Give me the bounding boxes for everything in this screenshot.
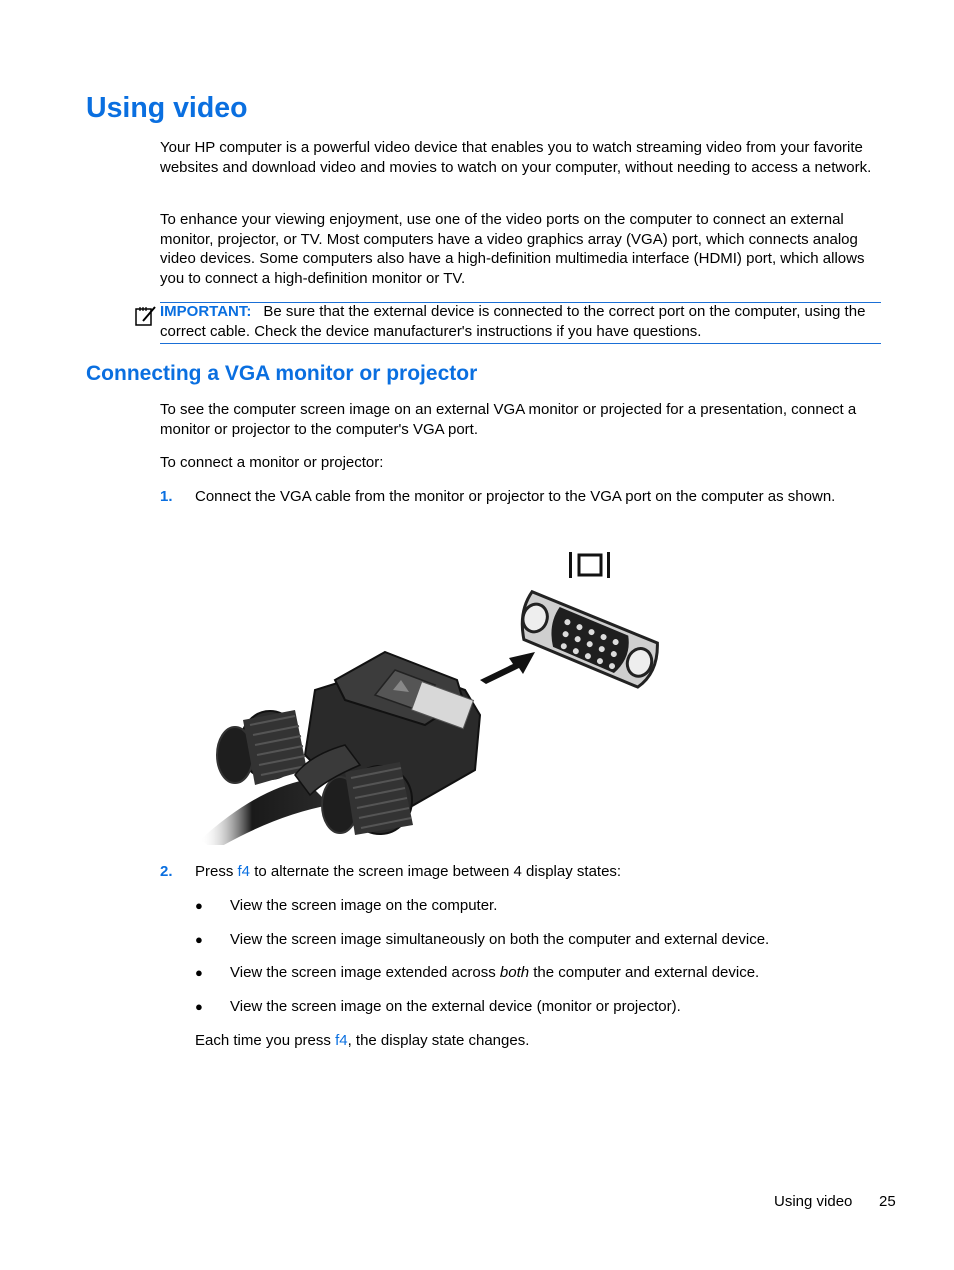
page-title: Using video [86, 92, 248, 124]
closing-text [195, 1031, 855, 1051]
arrow-icon [480, 652, 535, 684]
bullet-item-1: View the screen image on the computer. [230, 897, 498, 914]
important-note-icon [134, 305, 158, 327]
intro-paragraph-2: To enhance your viewing enjoyment, use one of the video ports on the computer to connect an external monitor, projector, or TV. Most computers have a video graphics array (VGA) port, which connects analog video devices. Some computers also have a high-definition multimedia interface (HDMI) port, which allows you to connect a high-definition monitor or TV. [160, 211, 865, 287]
step-1-number: 1. [160, 488, 173, 505]
step-2-pre: Press [195, 863, 238, 880]
f4-key-link-2[interactable]: f4 [335, 1032, 348, 1049]
page-number: 25 [879, 1193, 896, 1210]
section-paragraph-2: To connect a monitor or projector: [160, 454, 384, 471]
closing-pre: Each time you press [195, 1032, 336, 1049]
bullet-item-3 [230, 963, 759, 983]
bullet-item-4: View the screen image on the external device (monitor or projector). [230, 998, 681, 1015]
bullet-3-emphasis: both [499, 964, 530, 981]
footer-section-title: Using video [774, 1193, 853, 1210]
vga-port-symbol-icon [569, 552, 610, 578]
step-2-number: 2. [160, 863, 173, 880]
bullet-glyph: ● [195, 999, 203, 1014]
bullet-glyph: ● [195, 898, 203, 913]
bullet-3-post: the computer and external device. [529, 964, 760, 981]
bullet-glyph: ● [195, 965, 203, 980]
important-note-text [160, 302, 876, 341]
bullet-glyph: ● [195, 932, 203, 947]
step-2-text [195, 862, 855, 882]
bullet-item-2: View the screen image simultaneously on both the computer and external device. [230, 931, 770, 948]
step-2-post: to alternate the screen image between 4 display states: [250, 863, 622, 880]
intro-paragraph-1: Your HP computer is a powerful video device that enables you to watch streaming video from your favorite websites and download video and movies to watch on your computer, without needing to access a network. [160, 139, 872, 176]
section-heading: Connecting a VGA monitor or projector [86, 362, 478, 385]
section-paragraph-1: To see the computer screen image on an external VGA monitor or projected for a presentation, connect a monitor or projector to the computer's VGA port. [160, 401, 857, 438]
bullet-3-pre: View the screen image extended across [230, 964, 500, 981]
vga-connection-illustration [195, 540, 675, 845]
step-1-text: Connect the VGA cable from the monitor or projector to the VGA port on the computer as shown. [195, 488, 836, 505]
vga-port-icon [512, 591, 664, 690]
important-body: Be sure that the external device is connected to the correct port on the computer, using the correct cable. Check the device manufacturer's instructions if you have questions. [160, 303, 866, 340]
f4-key-link[interactable]: f4 [237, 863, 251, 880]
closing-post: , the display state changes. [347, 1032, 530, 1049]
important-label: IMPORTANT: [160, 303, 252, 320]
